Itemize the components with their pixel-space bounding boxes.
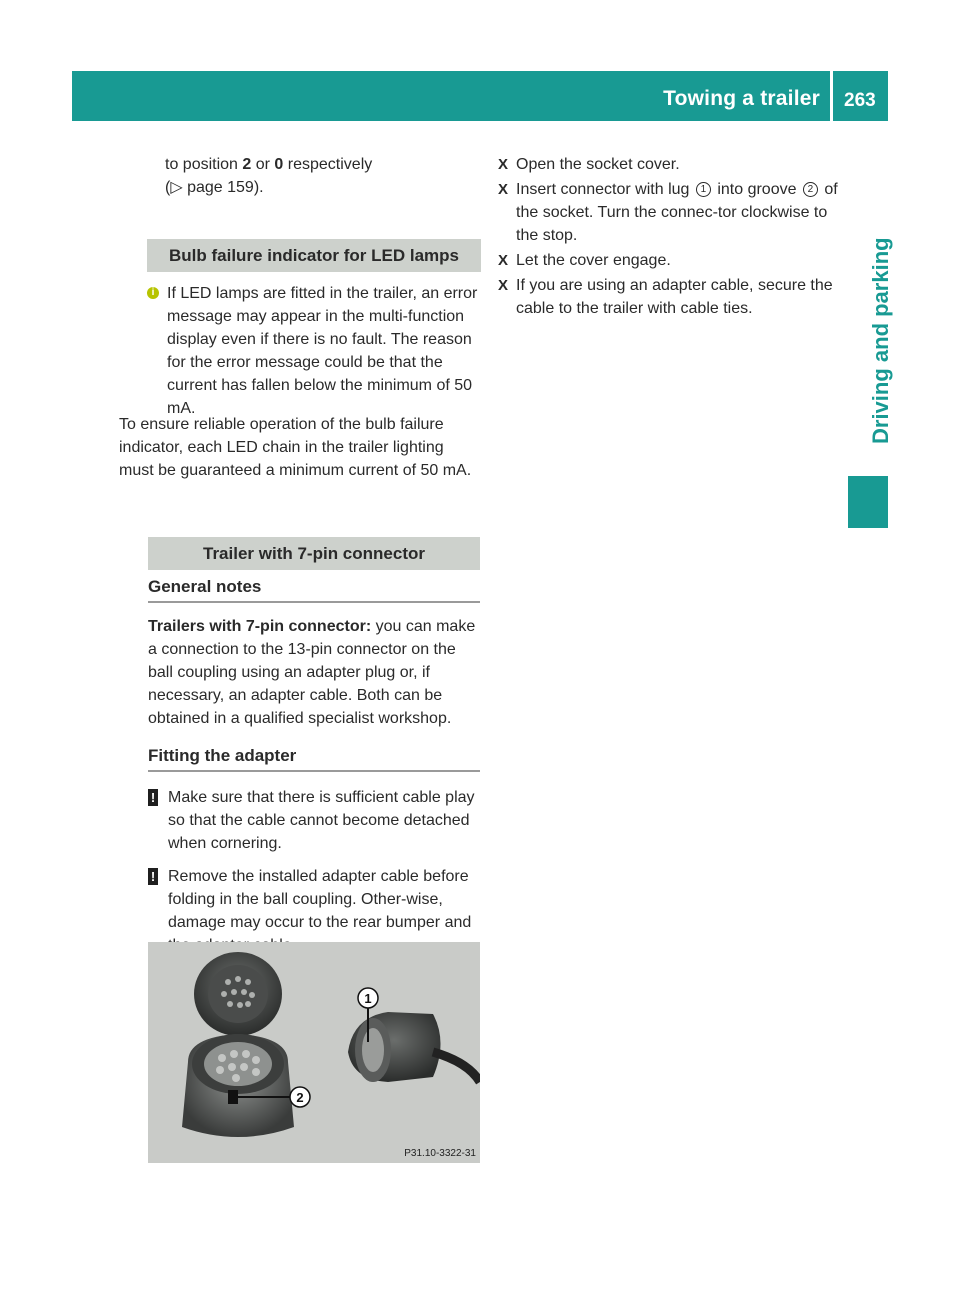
seven-pin-heading: Trailer with 7-pin connector bbox=[148, 537, 480, 570]
page-number: 263 bbox=[844, 90, 876, 111]
step-item bbox=[498, 153, 838, 176]
step-text: Open the socket cover. bbox=[516, 156, 680, 173]
connector-illustration bbox=[148, 942, 480, 1163]
left-column bbox=[147, 153, 481, 422]
step-arrow-icon: X bbox=[498, 156, 509, 173]
warning-icon: ! bbox=[148, 789, 158, 806]
step-text bbox=[516, 178, 838, 247]
seven-pin-section bbox=[148, 537, 480, 570]
step2-part-b: into groove bbox=[712, 181, 801, 198]
bulb-note-text: If LED lamps are fitted in the trailer, an error message may appear in the multi-function display even if there is no fault. The reason for the error message could be that the current has fallen below the minimum of 50 mA. bbox=[167, 285, 478, 417]
step-item bbox=[498, 274, 838, 320]
warning-text: Remove the installed adapter cable before folding in the ball coupling. Other-wise, damage may occur to the rear bumper and bbox=[168, 868, 472, 931]
general-notes-heading: General notes bbox=[148, 575, 480, 603]
fitting-adapter-heading: Fitting the adapter bbox=[148, 744, 480, 772]
bulb-paragraph-text: To ensure reliable operation of the bulb failure indicator, each LED chain in the trailer lighting must be guaranteed a minimum current of 50 mA. bbox=[119, 416, 472, 479]
general-notes-body: you can make a connection to the 13-pin connector on the ball coupling using an adapter plug or, if necessary, an adapter cable. Both can be obtained in a qualified specialist workshop. bbox=[148, 618, 476, 727]
intro-or: or bbox=[251, 156, 275, 173]
warning-icon: ! bbox=[148, 868, 158, 885]
side-tab-block bbox=[848, 476, 888, 528]
step-arrow-icon: X bbox=[498, 277, 509, 294]
right-column bbox=[498, 153, 838, 322]
step-text: If you are using an adapter cable, secure the cable to the trailer with cable ties. bbox=[516, 277, 833, 317]
general-notes-text bbox=[148, 615, 480, 730]
callout-1-label: 1 bbox=[364, 991, 372, 1006]
callout-ref-2: 2 bbox=[803, 182, 818, 197]
step-text: Let the cover engage. bbox=[516, 252, 671, 269]
step-item bbox=[498, 249, 838, 272]
bulb-paragraph-block bbox=[119, 413, 481, 482]
general-notes-section bbox=[148, 575, 480, 957]
side-tab-label: Driving and parking bbox=[868, 237, 893, 444]
bulb-note bbox=[147, 282, 481, 420]
page-reference-link[interactable]: (▷ page 159). bbox=[165, 179, 264, 196]
step-item bbox=[498, 178, 838, 247]
side-tab bbox=[848, 237, 893, 470]
warning-item bbox=[148, 786, 480, 855]
connector-photo bbox=[148, 942, 480, 1163]
position-value-1: 2 bbox=[242, 156, 252, 173]
bulb-failure-heading: Bulb failure indicator for LED lamps bbox=[147, 239, 481, 272]
step2-part-c: of the socket. Turn the connec-tor clockwise to the stop. bbox=[516, 181, 838, 244]
intro-text bbox=[147, 153, 481, 199]
general-notes-bold: Trailers with 7-pin connector: bbox=[148, 618, 372, 635]
photo-code: P31.10-3322-31 bbox=[404, 1148, 476, 1159]
position-value-2: 0 bbox=[274, 156, 284, 173]
info-icon: i bbox=[147, 287, 159, 299]
callout-2-label: 2 bbox=[296, 1090, 304, 1105]
step-arrow-icon: X bbox=[498, 181, 509, 198]
header-divider bbox=[830, 71, 833, 121]
warning-text: Make sure that there is sufficient cable play so that the cable cannot become detached when cornering. bbox=[168, 789, 475, 852]
step-arrow-icon: X bbox=[498, 252, 509, 269]
step2-part-a: Insert connector with lug bbox=[516, 181, 694, 198]
intro-prefix: to position bbox=[165, 156, 243, 173]
section-title: Towing a trailer bbox=[663, 87, 820, 110]
callout-ref-1: 1 bbox=[696, 182, 711, 197]
intro-suffix: respectively bbox=[283, 156, 373, 173]
